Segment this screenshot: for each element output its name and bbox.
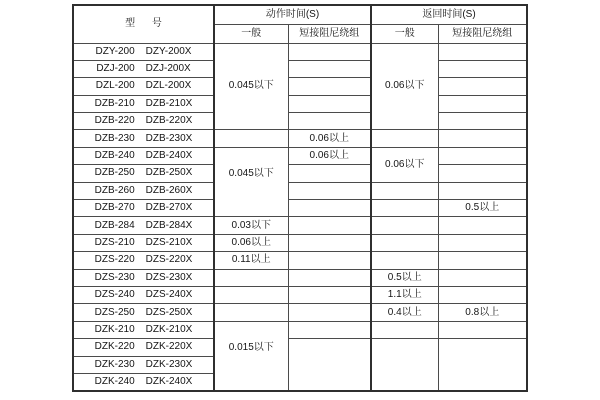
table-row xyxy=(73,147,527,164)
model-primary: DZK-230 xyxy=(94,358,135,370)
model-primary: DZS-210 xyxy=(94,236,135,248)
header-return-general: 一般 xyxy=(371,24,438,43)
model-cell xyxy=(73,113,214,130)
model-variant: DZS-230X xyxy=(145,271,193,283)
action-general-cell: 0.06以上 xyxy=(214,234,288,251)
return-damped-cell xyxy=(438,234,527,251)
action-general-cell: 0.045以下 xyxy=(214,147,288,217)
model-primary: DZS-250 xyxy=(94,306,135,318)
model-primary: DZB-220 xyxy=(94,115,135,127)
action-general-cell: 0.11以上 xyxy=(214,252,288,269)
table-row xyxy=(73,60,527,77)
model-cell xyxy=(73,78,214,95)
return-damped-cell xyxy=(438,95,527,112)
action-damped-cell xyxy=(288,165,371,182)
table-row xyxy=(73,234,527,251)
return-damped-cell xyxy=(438,60,527,77)
action-damped-cell xyxy=(288,339,371,391)
table-row xyxy=(73,321,527,338)
model-cell xyxy=(73,252,214,269)
model-cell xyxy=(73,60,214,77)
action-damped-cell xyxy=(288,43,371,60)
return-damped-cell xyxy=(438,43,527,60)
model-variant: DZB-284X xyxy=(145,219,193,231)
return-general-cell xyxy=(371,200,438,217)
header-row-groups xyxy=(73,5,527,24)
header-return-time: 返回时间(S) xyxy=(371,5,527,24)
table-row xyxy=(73,286,527,303)
model-variant: DZS-250X xyxy=(145,306,193,318)
model-primary: DZK-210 xyxy=(94,323,135,335)
model-variant: DZB-220X xyxy=(145,115,193,127)
model-primary: DZB-270 xyxy=(94,202,135,214)
return-general-cell: 0.5以上 xyxy=(371,269,438,286)
action-damped-cell xyxy=(288,200,371,217)
model-cell xyxy=(73,321,214,338)
model-variant: DZK-210X xyxy=(145,323,193,335)
model-primary: DZK-220 xyxy=(94,341,135,353)
model-primary: DZS-220 xyxy=(94,254,135,266)
return-damped-cell xyxy=(438,165,527,182)
return-damped-cell xyxy=(438,269,527,286)
model-primary: DZB-284 xyxy=(94,219,135,231)
table-row xyxy=(73,95,527,112)
model-primary: DZB-260 xyxy=(94,184,135,196)
model-primary: DZB-250 xyxy=(94,167,135,179)
model-variant: DZB-250X xyxy=(145,167,193,179)
table-row xyxy=(73,43,527,60)
relay-spec-table xyxy=(72,4,528,392)
model-primary: DZS-230 xyxy=(94,271,135,283)
action-general-cell xyxy=(214,130,288,147)
model-primary: DZB-240 xyxy=(94,150,135,162)
return-damped-cell xyxy=(438,182,527,199)
action-general-cell xyxy=(214,269,288,286)
header-action-damped: 短接阻尼绕组 xyxy=(288,24,371,43)
model-variant: DZK-230X xyxy=(145,358,193,370)
table-row xyxy=(73,217,527,234)
action-damped-cell xyxy=(288,217,371,234)
model-cell xyxy=(73,339,214,356)
model-cell xyxy=(73,286,214,303)
return-damped-cell xyxy=(438,78,527,95)
action-damped-cell xyxy=(288,60,371,77)
model-variant: DZY-200X xyxy=(145,45,192,57)
model-cell xyxy=(73,234,214,251)
table-row xyxy=(73,78,527,95)
model-primary: DZK-240 xyxy=(94,375,135,387)
return-damped-cell xyxy=(438,113,527,130)
table-row xyxy=(73,339,527,356)
header-action-time: 动作时间(S) xyxy=(214,5,371,24)
model-cell xyxy=(73,269,214,286)
model-variant: DZK-240X xyxy=(145,375,193,387)
action-damped-cell xyxy=(288,252,371,269)
action-damped-cell xyxy=(288,269,371,286)
return-general-cell xyxy=(371,321,438,338)
model-variant: DZL-200X xyxy=(145,80,192,92)
model-cell xyxy=(73,182,214,199)
return-general-cell xyxy=(371,217,438,234)
action-damped-cell xyxy=(288,321,371,338)
table-row xyxy=(73,269,527,286)
table-row xyxy=(73,252,527,269)
return-general-cell: 0.4以上 xyxy=(371,304,438,321)
model-cell xyxy=(73,356,214,373)
model-cell xyxy=(73,200,214,217)
action-damped-cell xyxy=(288,182,371,199)
header-action-general: 一般 xyxy=(214,24,288,43)
model-variant: DZK-220X xyxy=(145,341,193,353)
model-variant: DZB-270X xyxy=(145,202,193,214)
return-damped-cell xyxy=(438,252,527,269)
table-row xyxy=(73,304,527,321)
return-general-cell xyxy=(371,182,438,199)
model-variant: DZB-210X xyxy=(145,97,193,109)
return-general-cell xyxy=(371,339,438,391)
model-primary: DZY-200 xyxy=(95,45,135,57)
model-cell xyxy=(73,130,214,147)
return-damped-cell: 0.8以上 xyxy=(438,304,527,321)
table-row xyxy=(73,182,527,199)
model-primary: DZB-230 xyxy=(94,132,135,144)
model-cell xyxy=(73,304,214,321)
action-damped-cell xyxy=(288,113,371,130)
return-general-cell: 0.06以下 xyxy=(371,147,438,182)
action-damped-cell: 0.06以上 xyxy=(288,130,371,147)
model-cell xyxy=(73,147,214,164)
header-model: 型 号 xyxy=(73,5,214,43)
action-general-cell xyxy=(214,304,288,321)
return-general-cell xyxy=(371,234,438,251)
table-row xyxy=(73,113,527,130)
model-primary: DZS-240 xyxy=(94,289,135,301)
model-cell xyxy=(73,95,214,112)
model-cell xyxy=(73,43,214,60)
action-damped-cell: 0.06以上 xyxy=(288,147,371,164)
return-general-cell: 0.06以下 xyxy=(371,43,438,130)
model-cell xyxy=(73,217,214,234)
table-row xyxy=(73,130,527,147)
return-damped-cell xyxy=(438,286,527,303)
return-damped-cell xyxy=(438,321,527,338)
model-cell xyxy=(73,165,214,182)
model-variant: DZJ-200X xyxy=(145,63,191,75)
action-general-cell: 0.03以下 xyxy=(214,217,288,234)
model-variant: DZB-230X xyxy=(145,132,193,144)
model-variant: DZB-260X xyxy=(145,184,193,196)
table-row xyxy=(73,200,527,217)
model-variant: DZS-210X xyxy=(145,236,193,248)
return-damped-cell xyxy=(438,147,527,164)
model-variant: DZS-220X xyxy=(145,254,193,266)
action-damped-cell xyxy=(288,304,371,321)
action-general-cell xyxy=(214,286,288,303)
return-damped-cell xyxy=(438,339,527,391)
action-damped-cell xyxy=(288,234,371,251)
model-variant: DZB-240X xyxy=(145,150,193,162)
action-damped-cell xyxy=(288,95,371,112)
action-damped-cell xyxy=(288,286,371,303)
action-general-cell: 0.015以下 xyxy=(214,321,288,391)
model-primary: DZB-210 xyxy=(94,97,135,109)
model-cell xyxy=(73,373,214,390)
model-variant: DZS-240X xyxy=(145,289,193,301)
action-damped-cell xyxy=(288,78,371,95)
action-general-cell: 0.045以下 xyxy=(214,43,288,130)
return-damped-cell xyxy=(438,217,527,234)
model-primary: DZJ-200 xyxy=(96,63,135,75)
table-row xyxy=(73,165,527,182)
return-general-cell: 1.1以上 xyxy=(371,286,438,303)
model-primary: DZL-200 xyxy=(95,80,135,92)
header-return-damped: 短接阻尼绕组 xyxy=(438,24,527,43)
return-general-cell xyxy=(371,130,438,147)
return-general-cell xyxy=(371,252,438,269)
return-damped-cell xyxy=(438,130,527,147)
return-damped-cell: 0.5以上 xyxy=(438,200,527,217)
